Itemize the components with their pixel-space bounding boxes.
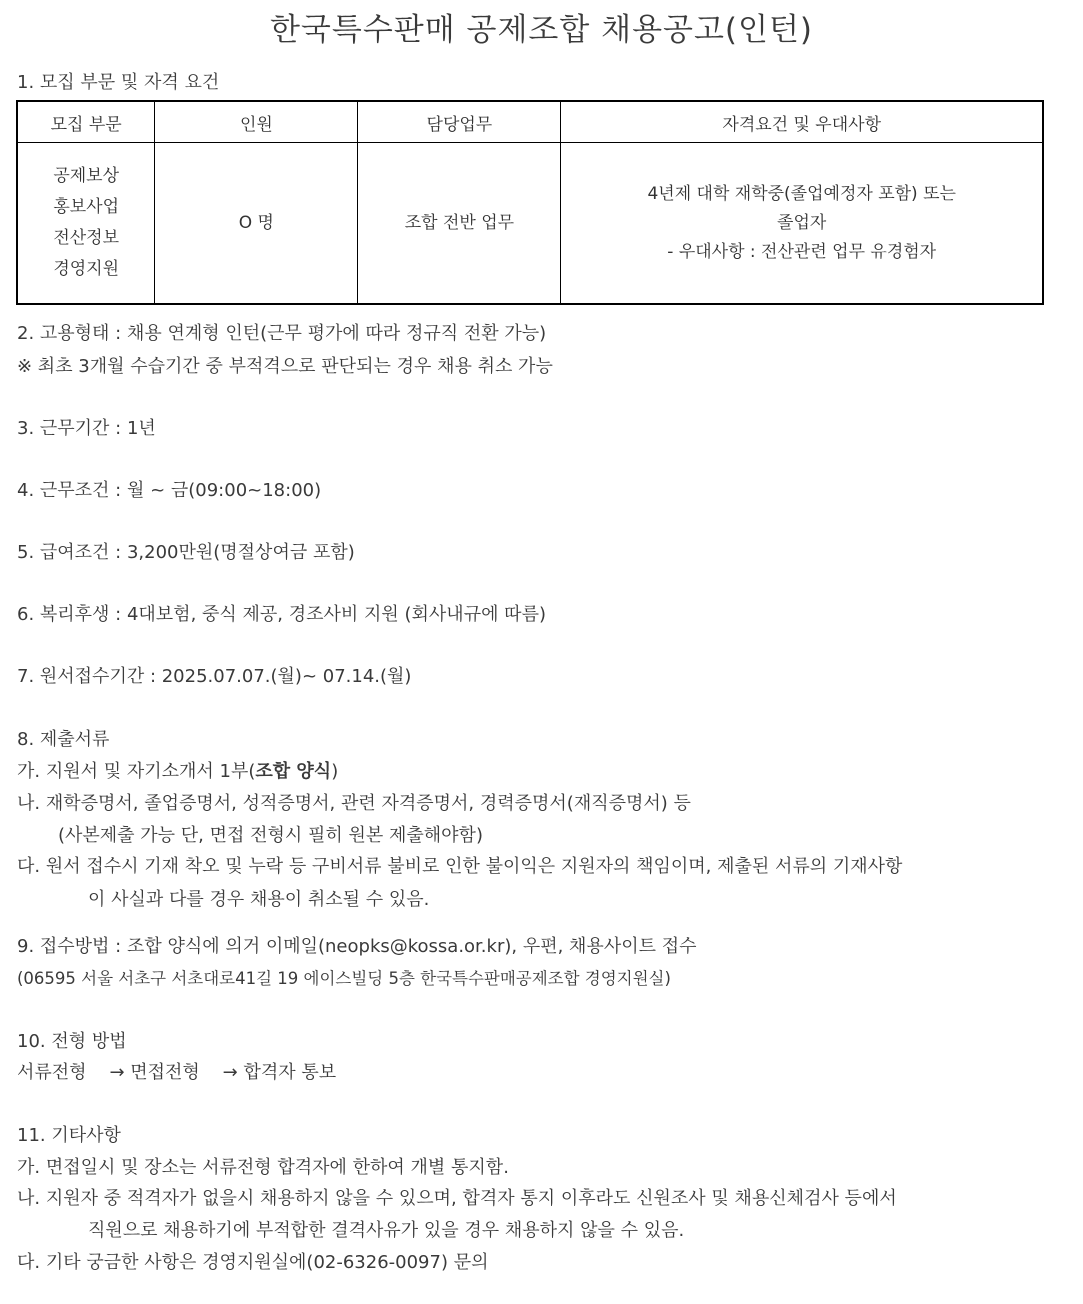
other-item-b: 나. 지원자 중 적격자가 없을시 채용하지 않을 수 있으며, 합격자 통지 이후라도 신원조사 및 채용신체검사 등에서 [17, 1188, 897, 1209]
submission-method: 9. 접수방법 : 조합 양식에 의거 이메일(neopks@kossa.or.kr), 우편, 채용사이트 접수 [17, 936, 697, 957]
header-headcount: 인원 [155, 101, 358, 143]
other-item-a: 가. 면접일시 및 장소는 서류전형 합격자에 한하여 개별 통지함. [17, 1157, 509, 1178]
other-item-c: 다. 기타 궁금한 사항은 경영지원실에(02-6326-0097) 문의 [17, 1252, 489, 1273]
division-item: 홍보사업 [53, 197, 120, 217]
selection-steps: 서류전형 → 면접전형 → 합격자 통보 [17, 1062, 337, 1083]
division-item: 경영지원 [53, 259, 120, 279]
headcount-value: O 명 [238, 212, 274, 233]
welfare-benefits: 6. 복리후생 : 4대보험, 중식 제공, 경조사비 지원 (회사내규에 따름) [17, 604, 546, 625]
document-item-c: 다. 원서 접수시 기재 착오 및 누락 등 구비서류 불비로 인한 불이익은 지원자의 책임이며, 제출된 서류의 기재사항 [17, 856, 903, 877]
section-8-heading: 8. 제출서류 [17, 729, 110, 750]
table-row [17, 143, 1043, 305]
document-item-a-text: 가. 지원서 및 자기소개서 1부( [17, 761, 256, 782]
header-division: 모집 부문 [17, 101, 155, 143]
section-1-heading: 1. 모집 부문 및 자격 요건 [17, 72, 220, 93]
work-conditions: 4. 근무조건 : 월 ~ 금(09:00~18:00) [17, 480, 322, 501]
probation-note: ※ 최초 3개월 수습기간 중 부적격으로 판단되는 경우 채용 취소 가능 [17, 356, 553, 377]
salary-conditions: 5. 급여조건 : 3,200만원(명절상여금 포함) [17, 542, 355, 563]
section-10-heading: 10. 전형 방법 [17, 1031, 127, 1052]
table-header-row [17, 101, 1043, 143]
document-item-a-close: ) [331, 761, 339, 782]
work-period: 3. 근무기간 : 1년 [17, 418, 156, 439]
qualification-line: 졸업자 [777, 212, 827, 233]
document-item-b: 나. 재학증명서, 졸업증명서, 성적증명서, 관련 자격증명서, 경력증명서(재직증명서) 등 [17, 793, 691, 814]
division-item: 전산정보 [53, 228, 120, 248]
mailing-address: (06595 서울 서초구 서초대로41길 19 에이스빌딩 5층 한국특수판매공제조합 경영지원실) [17, 969, 671, 988]
duty-value: 조합 전반 업무 [404, 212, 515, 233]
qualification-line: 4년제 대학 재학중(졸업예정자 포함) 또는 [647, 183, 956, 204]
headcount-cell [155, 143, 358, 305]
document-item-c-continued: 이 사실과 다를 경우 채용이 취소될 수 있음. [88, 889, 430, 910]
document-item-a [17, 760, 338, 784]
document-item-a-form: 조합 양식 [255, 761, 332, 782]
other-item-b-continued: 직원으로 채용하기에 부적합한 결격사유가 있을 경우 채용하지 않을 수 있음. [88, 1220, 685, 1241]
employment-type: 2. 고용형태 : 채용 연계형 인턴(근무 평가에 따라 정규직 전환 가능) [17, 323, 547, 344]
duty-cell [358, 143, 561, 305]
division-cell [17, 143, 155, 305]
header-duty: 담당업무 [358, 101, 561, 143]
section-11-heading: 11. 기타사항 [17, 1125, 121, 1146]
recruitment-table [16, 100, 1044, 305]
document-item-b-note: (사본제출 가능 단, 면접 전형시 필히 원본 제출해야함) [58, 825, 483, 846]
header-qualifications: 자격요건 및 우대사항 [561, 101, 1043, 143]
qualifications-cell [561, 143, 1043, 305]
division-item: 공제보상 [53, 166, 120, 186]
application-period: 7. 원서접수기간 : 2025.07.07.(월)~ 07.14.(월) [17, 666, 412, 687]
qualification-line: - 우대사항 : 전산관련 업무 유경험자 [667, 241, 937, 262]
page-title: 한국특수판매 공제조합 채용공고(인턴) [269, 12, 814, 48]
